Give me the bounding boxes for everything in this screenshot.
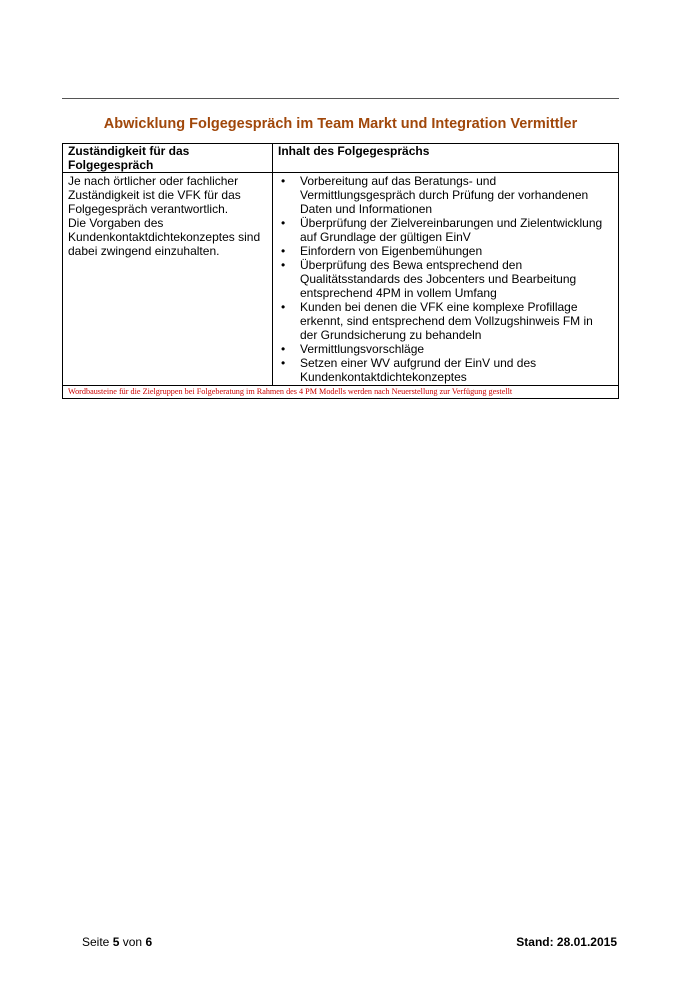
- table-body-row: [63, 173, 619, 386]
- list-item: [278, 342, 613, 356]
- list-item-text: Einfordern von Eigenbemühungen: [300, 244, 483, 258]
- process-table: [62, 143, 619, 399]
- bullet-icon: •: [281, 258, 286, 272]
- bullet-icon: •: [281, 300, 286, 314]
- table-footnote-row: [63, 386, 619, 399]
- bullet-icon: •: [281, 216, 286, 230]
- list-item: [278, 174, 613, 216]
- list-item-text: Vorbereitung auf das Beratungs- und Vermittlungsgespräch durch Prüfung der vorhandenen Daten und Informationen: [300, 174, 589, 216]
- bullet-icon: •: [281, 174, 286, 188]
- bullet-icon: •: [281, 356, 286, 370]
- list-item-text: Vermittlungsvorschläge: [300, 342, 425, 356]
- list-item: [278, 244, 613, 258]
- list-item: [278, 356, 613, 384]
- list-item: [278, 258, 613, 300]
- responsibility-line: Folgegespräch verantwortlich.: [68, 202, 229, 216]
- responsibility-line: Je nach örtlicher oder fachlicher: [68, 174, 239, 188]
- responsibility-line: Kundenkontaktdichtekonzeptes sind: [68, 230, 261, 244]
- list-item-text: Überprüfung der Zielvereinbarungen und Zielentwicklung auf Grundlage der gültigen EinV: [300, 216, 603, 244]
- responsibility-line: Zuständigkeit ist die VFK für das: [68, 188, 241, 202]
- content-list: [278, 174, 613, 384]
- header-responsibility: Zuständigkeit für das Folgegespräch: [63, 144, 273, 173]
- page-prefix: Seite: [82, 935, 110, 949]
- bullet-icon: •: [281, 244, 286, 258]
- document-title: Abwicklung Folgegespräch im Team Markt und Integration Vermittler: [103, 116, 578, 132]
- bullet-icon: •: [281, 342, 286, 356]
- header-rule: [62, 98, 619, 99]
- page-separator: von: [122, 935, 143, 949]
- list-item-text: Kunden bei denen die VFK eine komplexe Profillage erkennt, sind entsprechend dem Vollzugshinweis FM in der Grundsicherung zu behandeln: [300, 300, 593, 342]
- list-item-text: Setzen einer WV aufgrund der EinV und des Kundenkontaktdichtekonzeptes: [300, 356, 537, 384]
- list-item-text: Überprüfung des Bewa entsprechend den Qualitätsstandards des Jobcenters und Bearbeitung entsprechend 4PM in vollem Umfang: [300, 258, 577, 300]
- page-number: [82, 935, 152, 949]
- list-item: [278, 300, 613, 342]
- content-cell: [273, 173, 619, 386]
- page-current: 5: [112, 935, 120, 949]
- table-header-row: [63, 144, 619, 173]
- responsibility-cell: [63, 173, 273, 386]
- responsibility-line: dabei zwingend einzuhalten.: [68, 244, 220, 258]
- header-content: Inhalt des Folgegesprächs: [273, 144, 619, 173]
- list-item: [278, 216, 613, 244]
- revision-date: Stand: 28.01.2015: [516, 935, 617, 949]
- responsibility-line: Die Vorgaben des: [68, 216, 164, 230]
- table-footnote: Wordbausteine für die Zielgruppen bei Folgeberatung im Rahmen des 4 PM Modells werden nach Neuerstellung zur Verfügung gestellt: [63, 386, 619, 399]
- page-total: 6: [145, 935, 153, 949]
